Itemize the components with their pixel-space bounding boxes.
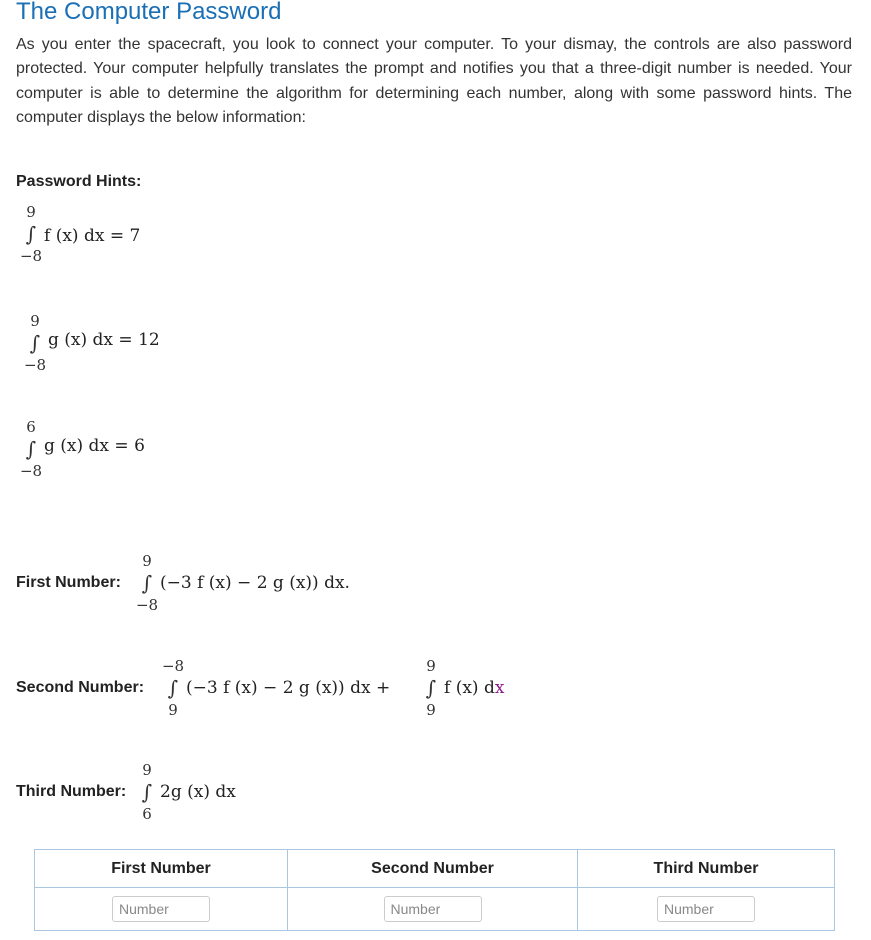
first-number-integral: [134, 552, 160, 614]
cell-second-number: [288, 888, 578, 931]
hint-1-upper-limit: 9: [26, 203, 36, 221]
hint-1-lower-limit: −8: [19, 247, 43, 265]
cell-third-number: [578, 888, 835, 931]
table-header-row: [35, 850, 835, 888]
integral-sign-icon: ∫: [25, 222, 37, 246]
integral-sign-icon: ∫: [25, 437, 37, 461]
third-number-label: Third Number:: [16, 783, 127, 800]
second-2-expr-text: f (x) d: [444, 678, 495, 698]
hints-label: Password Hints:: [16, 173, 142, 190]
third-number-input[interactable]: [657, 896, 755, 922]
header-first-number: First Number: [35, 850, 288, 888]
first-upper-limit: 9: [142, 552, 152, 570]
first-number-label: First Number:: [16, 574, 121, 591]
second-1-lower-limit: 9: [168, 701, 178, 719]
hint-2-upper-limit: 9: [30, 312, 40, 330]
second-2-upper-limit: 9: [426, 657, 436, 675]
second-number-expression-2: [444, 678, 504, 698]
hint-2-lower-limit: −8: [23, 356, 47, 374]
hint-3-upper-limit: 6: [26, 418, 36, 436]
second-1-upper-limit: −8: [161, 657, 185, 675]
integral-sign-icon: ∫: [141, 780, 153, 804]
hint-2-expression: g (x) dx = 12: [48, 330, 160, 350]
first-number-expression: (−3 f (x) − 2 g (x)) dx.: [160, 573, 350, 593]
first-lower-limit: −8: [135, 596, 159, 614]
third-number-expression: 2g (x) dx: [160, 782, 236, 802]
intro-paragraph: As you enter the spacecraft, you look to connect your computer. To your dismay, the controls are also password protected. Your computer helpfully translates the prompt and notifies you that a three-digit number is needed. Your computer is able to determine the algorithm for determining each number, along with some password hints. The computer displays the below information:: [16, 36, 852, 126]
integral-sign-icon: ∫: [167, 676, 179, 700]
first-number-input[interactable]: [112, 896, 210, 922]
second-number-integral-2: [418, 657, 444, 719]
second-number-integral-1: [160, 657, 186, 719]
integral-sign-icon: ∫: [425, 676, 437, 700]
third-upper-limit: 9: [142, 761, 152, 779]
hint-3-expression: g (x) dx = 6: [44, 436, 145, 456]
second-2-lower-limit: 9: [426, 701, 436, 719]
second-number-label: Second Number:: [16, 679, 145, 696]
third-number-integral: [134, 761, 160, 823]
integral-sign-icon: ∫: [141, 571, 153, 595]
hint-3-lower-limit: −8: [19, 462, 43, 480]
integral-sign-icon: ∫: [29, 331, 41, 355]
hint-2-integral: [22, 312, 48, 374]
hint-3-integral: [18, 418, 44, 480]
hint-1-integral: [18, 203, 44, 265]
second-number-expression-1: (−3 f (x) − 2 g (x)) dx +: [186, 678, 391, 698]
page-title: The Computer Password: [16, 0, 282, 25]
header-third-number: Third Number: [578, 850, 835, 888]
second-number-input[interactable]: [384, 896, 482, 922]
hint-1-expression: f (x) dx = 7: [44, 226, 141, 246]
cell-first-number: [35, 888, 288, 931]
answers-table: [34, 849, 835, 931]
table-row: [35, 888, 835, 931]
second-2-variable: x: [494, 678, 505, 698]
third-lower-limit: 6: [142, 805, 152, 823]
header-second-number: Second Number: [288, 850, 578, 888]
